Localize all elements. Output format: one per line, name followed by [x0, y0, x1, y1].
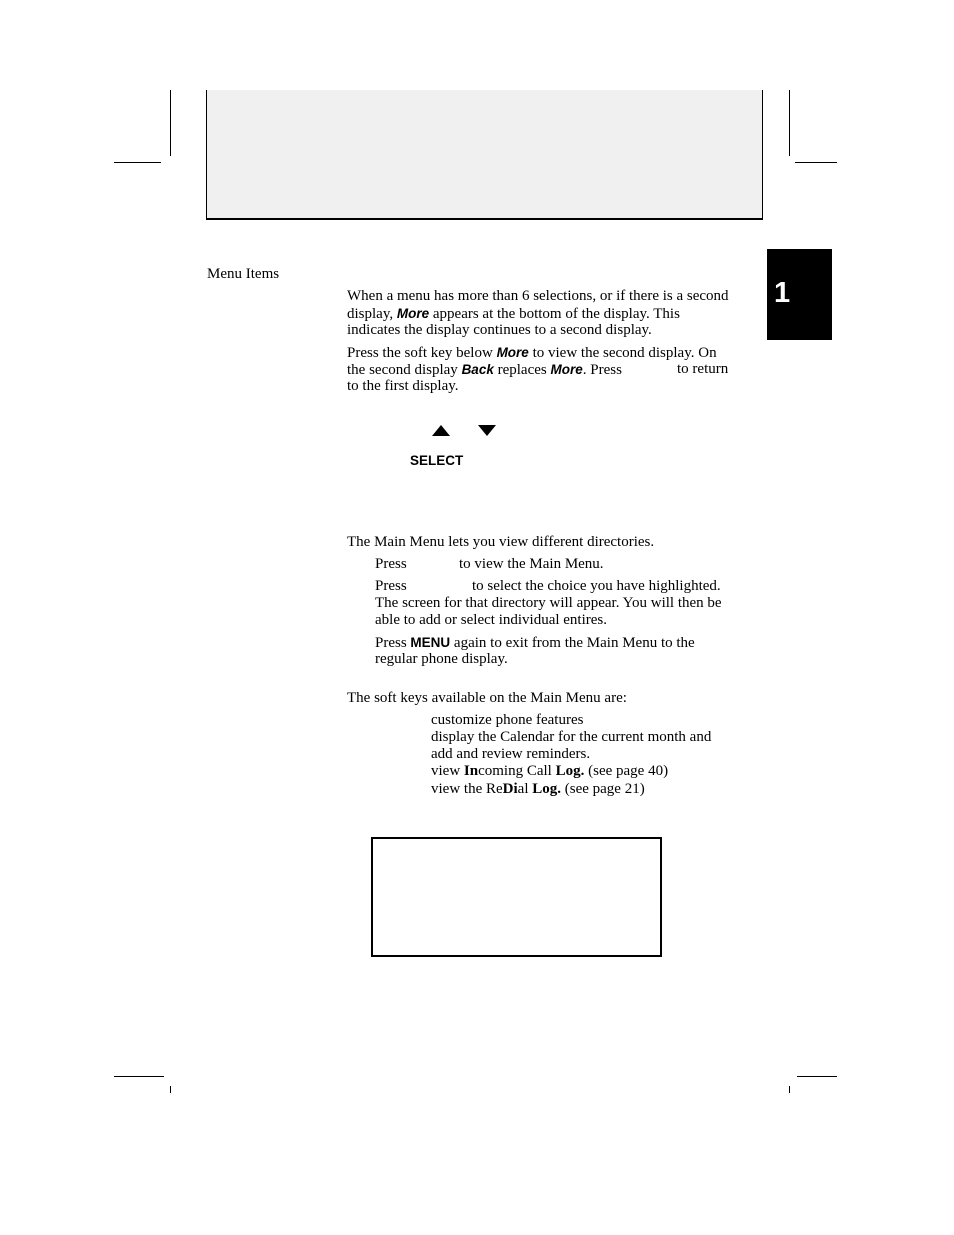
menu-key-label: MENU — [410, 635, 451, 650]
crop-mark — [789, 1086, 790, 1093]
step-text: Press — [375, 578, 407, 594]
paragraph-line — [347, 344, 717, 362]
text-run: Log. — [555, 763, 585, 779]
crop-mark — [789, 90, 790, 156]
crop-mark — [114, 162, 161, 163]
page-header-box — [206, 90, 763, 220]
paragraph-line: The soft keys available on the Main Menu are: — [347, 690, 627, 706]
text-run: view — [431, 763, 464, 779]
text-run: to view the second display. On — [528, 345, 717, 361]
paragraph-line — [347, 361, 622, 379]
crop-mark — [795, 162, 837, 163]
side-heading: Menu Items — [207, 266, 280, 282]
text-run: In — [463, 763, 479, 779]
text-run: Press — [375, 635, 411, 651]
select-key-label: SELECT — [410, 453, 464, 468]
soft-key-description: display the Calendar for the current month and — [431, 729, 712, 745]
text-run: display, — [347, 306, 397, 322]
soft-key-description — [431, 763, 668, 780]
step-text — [375, 634, 695, 652]
text-run: Press the soft key below — [347, 345, 497, 361]
step-text: able to add or select individual entires. — [375, 612, 608, 628]
paragraph-line: The Main Menu lets you view different directories. — [347, 534, 655, 550]
soft-key-description: customize phone features — [431, 712, 584, 728]
step-text: to select the choice you have highlighted. — [472, 578, 721, 594]
paragraph-line: to the first display. — [347, 378, 459, 394]
down-arrow-icon — [478, 425, 496, 436]
paragraph-line: indicates the display continues to a second display. — [347, 322, 652, 338]
up-arrow-icon — [432, 425, 450, 436]
crop-mark — [170, 90, 171, 156]
more-key-label: More — [396, 306, 430, 321]
soft-key-description: add and review reminders. — [431, 746, 591, 762]
text-run: . Press — [582, 362, 622, 378]
text-run: replaces — [493, 362, 551, 378]
text-run: Di — [502, 781, 518, 797]
step-text: regular phone display. — [375, 651, 508, 667]
step-text: to view the Main Menu. — [459, 556, 604, 572]
text-run: coming Call — [478, 763, 556, 779]
chapter-number: 1 — [774, 277, 791, 309]
back-key-label: Back — [461, 362, 494, 377]
paragraph-line — [347, 305, 680, 323]
soft-key-description — [431, 781, 645, 798]
crop-mark — [170, 1086, 171, 1093]
text-run: al — [517, 781, 533, 797]
paragraph-line: to return — [677, 361, 729, 377]
chapter-tab — [767, 249, 832, 340]
paragraph-line: When a menu has more than 6 selections, or if there is a second — [347, 288, 729, 304]
text-run: again to exit from the Main Menu to the — [450, 635, 695, 651]
step-text: Press — [375, 556, 407, 572]
phone-display-illustration — [371, 837, 662, 957]
step-text: The screen for that directory will appear. You will then be — [375, 595, 722, 611]
crop-mark — [114, 1076, 164, 1077]
text-run: the second display — [347, 362, 462, 378]
text-run: (see page 40) — [584, 763, 669, 779]
text-run: appears at the bottom of the display. This — [429, 306, 680, 322]
text-run: (see page 21) — [561, 781, 645, 797]
more-key-label: More — [550, 362, 583, 377]
more-key-label: More — [496, 345, 529, 360]
text-run: view the Re — [431, 781, 503, 797]
crop-mark — [797, 1076, 837, 1077]
text-run: Log. — [532, 781, 561, 797]
